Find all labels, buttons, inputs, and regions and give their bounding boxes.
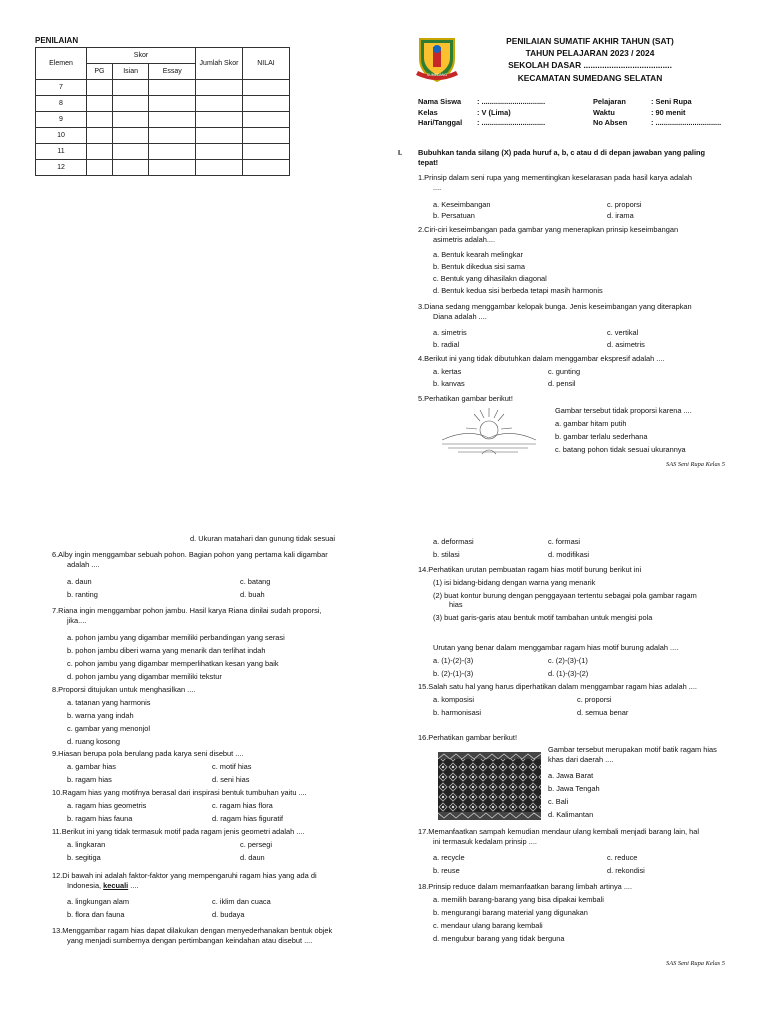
table-row: 7 (36, 80, 290, 96)
option-a[interactable]: a. daun (67, 577, 92, 586)
header-line3: SEKOLAH DASAR ...................................... (508, 60, 672, 71)
question-11: 11.Berikut ini yang tidak termasuk motif pada ragam jenis geometri adalah .... (52, 827, 305, 836)
option-c[interactable]: c. Bentuk yang dihasilakn diagonal (433, 274, 547, 283)
option-c[interactable]: c. reduce (607, 853, 638, 862)
school-logo (412, 35, 462, 85)
option-d[interactable]: d. ruang kosong (67, 737, 121, 746)
score-table (35, 47, 290, 176)
option-d[interactable]: d. (1)-(3)-(2) (548, 669, 589, 678)
option-b[interactable]: b. ragam hias (67, 775, 112, 784)
option-c[interactable]: c. batang pohon tidak sesuai ukurannya (555, 445, 686, 454)
waktu-label: Waktu (593, 107, 615, 117)
question-16-stem: Gambar tersebut merupakan motif batik ragam hias khas dari daerah .... (548, 745, 717, 764)
pelajaran-label: Pelajaran (593, 97, 626, 106)
option-a[interactable]: a. lingkungan alam (67, 897, 130, 906)
col-elemen: Elemen (36, 48, 87, 80)
score-table-title: PENILAIAN (35, 36, 79, 45)
option-c[interactable]: c. iklim dan cuaca (212, 897, 271, 906)
option-c[interactable]: c. Bali (548, 797, 569, 806)
option-b[interactable]: b. segitiga (67, 853, 101, 862)
page-footer: SAS Seni Rupa Kelas 5 (666, 960, 725, 967)
option-b[interactable]: b. stilasi (433, 550, 460, 559)
question-5: 5.Perhatikan gambar berikut! (418, 394, 513, 403)
table-row: 12 (36, 160, 290, 176)
option-a[interactable]: a. pohon jambu yang digambar memiliki perbandingan yang serasi (67, 633, 285, 642)
option-a[interactable]: a. tatanan yang harmonis (67, 698, 151, 707)
question-15: 15.Salah satu hal yang harus diperhatikan dalam menggambar ragam hias adalah .... (418, 682, 697, 691)
option-a[interactable]: a. komposisi (433, 695, 475, 704)
question-5-stem: Gambar tersebut tidak proporsi karena .... (555, 406, 692, 415)
option-d[interactable]: d. ragam hias figuratif (212, 814, 284, 823)
option-d[interactable]: d. semua benar (577, 708, 629, 717)
table-row: 8 (36, 96, 290, 112)
header-line4: KECAMATAN SUMEDANG SELATAN (517, 72, 663, 83)
question-12: 12.Di bawah ini adalah faktor-faktor yang mempengaruhi ragam hias yang ada di Indonesia, kecuali .... (52, 871, 317, 890)
option-b[interactable]: b. Jawa Tengah (548, 784, 600, 793)
option-b[interactable]: b. ranting (67, 590, 98, 599)
option-a[interactable]: a. Jawa Barat (548, 771, 594, 780)
option-b[interactable]: b. flora dan fauna (67, 910, 125, 919)
option-c[interactable]: c. ragam hias flora (212, 801, 273, 810)
option-d[interactable]: d. asimetris (607, 340, 645, 349)
absen-field[interactable]: : ................................ (651, 118, 722, 128)
question-14: 14.Perhatikan urutan pembuatan ragam hias motif burung berikut ini (418, 565, 642, 574)
hari-label: Hari/Tanggal (418, 118, 463, 128)
sub-pg: PG (87, 64, 113, 80)
waktu-value: : 90 menit (651, 107, 686, 117)
option-b[interactable]: b. (2)-(1)-(3) (433, 669, 474, 678)
option-c[interactable]: c. proporsi (577, 695, 612, 704)
page-footer: SAS Seni Rupa Kelas 5 (666, 461, 725, 468)
option-a[interactable]: a. kertas (433, 367, 462, 376)
option-b[interactable]: b. mengurangi barang material yang digunakan (433, 908, 588, 917)
option-a[interactable]: a. Bentuk kearah melingkar (433, 250, 523, 259)
option-d[interactable]: d. Kalimantan (548, 810, 594, 819)
option-b[interactable]: b. pohon jambu diberi warna yang menarik dan terlihat indah (67, 646, 266, 655)
option-b[interactable]: b. harmonisasi (433, 708, 482, 717)
option-c[interactable]: c. proporsi (607, 200, 642, 209)
option-d[interactable]: d. seni hias (212, 775, 250, 784)
option-c[interactable]: c. gambar yang menonjol (67, 724, 150, 733)
option-a[interactable]: a. ragam hias geometris (67, 801, 147, 810)
option-d[interactable]: d. pensil (548, 379, 576, 388)
option-c[interactable]: c. formasi (548, 537, 581, 546)
question-17: 17.Memanfaatkan sampah kemudian mendaur ulang kembali menjadi barang lain, hal ini termasuk kedalam prinsip .... (418, 827, 700, 846)
option-d[interactable]: d. pohon jambu yang digambar memiliki tekstur (67, 672, 222, 681)
question-7: 7.Riana ingin menggambar pohon jambu. Hasil karya Riana dinilai sudah proporsi, jika.... (52, 606, 322, 625)
question-6: 6.Alby ingin menggambar sebuah pohon. Bagian pohon yang pertama kali digambar adalah .... (52, 550, 328, 569)
option-a[interactable]: a. lingkaran (67, 840, 106, 849)
question-2: 2.Ciri-ciri keseimbangan pada gambar yang menerapkan prinsip keseimbangan asimetris adalah.... (418, 225, 679, 244)
col-skor: Skor (87, 48, 196, 64)
section-instruction: Bubuhkan tanda silang (X) pada huruf a, b, c atau d di depan jawaban yang paling tepat! (418, 148, 706, 167)
nama-field[interactable]: : ............................... (477, 97, 546, 106)
col-jumlah: Jumlah Skor (196, 48, 243, 80)
question-14-prompt: Urutan yang benar dalam menggambar ragam hias motif burung adalah .... (433, 643, 679, 652)
option-c[interactable]: c. motif hias (212, 762, 252, 771)
option-a[interactable]: a. memilih barang-barang yang bisa dipakai kembali (433, 895, 604, 904)
col-nilai: NILAI (243, 48, 290, 80)
option-d[interactable]: d. daun (240, 853, 265, 862)
option-b[interactable]: b. radial (433, 340, 460, 349)
option-b[interactable]: b. Persatuan (433, 211, 475, 220)
question-10: 10.Ragam hias yang motifnya berasal dari inspirasi bentuk tumbuhan yaitu .... (52, 788, 307, 797)
nama-label: Nama Siswa (418, 97, 462, 106)
option-d[interactable]: d. Ukuran matahari dan gunung tidak sesuai (190, 534, 336, 543)
option-a[interactable]: a. recycle (433, 853, 465, 862)
option-d[interactable]: d. rekondisi (607, 866, 645, 875)
option-a[interactable]: a. deformasi (433, 537, 474, 546)
header-line1: PENILAIAN SUMATIF AKHIR TAHUN (SAT) (506, 36, 674, 46)
hari-field[interactable]: : ............................... (477, 118, 546, 128)
option-a[interactable]: a. gambar hitam putih (555, 419, 627, 428)
question-8: 8.Proporsi ditujukan untuk menghasilkan .... (52, 685, 196, 694)
option-a[interactable]: a. (1)-(2)-(3) (433, 656, 474, 665)
pelajaran-value: : Seni Rupa (651, 97, 692, 106)
option-b[interactable]: b. kanvas (433, 379, 465, 388)
option-d[interactable]: d. budaya (212, 910, 245, 919)
option-b[interactable]: b. ragam hias fauna (67, 814, 133, 823)
question-18: 18.Prinsip reduce dalam memanfaatkan barang limbah artinya .... (418, 882, 633, 891)
option-a[interactable]: a. gambar hias (67, 762, 116, 771)
option-c[interactable]: c. batang (240, 577, 271, 586)
option-d[interactable]: d. irama (607, 211, 634, 220)
question-1: 1.Prinsip dalam seni rupa yang mementingkan keselarasan pada hasil karya adalah .... (418, 173, 693, 192)
sub-isian: Isian (112, 64, 149, 80)
student-info (416, 97, 723, 129)
option-d[interactable]: d. Bentuk kedua sisi berbeda tetapi masih harmonis (433, 286, 603, 295)
absen-label: No Absen (593, 118, 628, 128)
question-13: 13.Menggambar ragam hias dapat dilakukan dengan menyederhanakan bentuk objek yang menjadi sumbernya dengan pertimbangan keindahan atau disebut .... (52, 926, 333, 945)
table-row: 10 (36, 128, 290, 144)
kelas-value: : V (Lima) (477, 107, 511, 117)
header-line2: TAHUN PELAJARAN 2023 / 2024 (525, 48, 655, 59)
option-c[interactable]: c. vertikal (607, 328, 639, 337)
question-4: 4.Berikut ini yang tidak dibutuhkan dalam menggambar ekspresif adalah .... (418, 354, 665, 363)
option-a[interactable]: a. Keseimbangan (433, 200, 491, 209)
section-roman: I. (398, 148, 403, 157)
option-b[interactable]: b. reuse (433, 866, 460, 875)
option-c[interactable]: c. persegi (240, 840, 273, 849)
option-c[interactable]: c. pohon jambu yang digambar memperlihatkan kesan yang baik (67, 659, 279, 668)
kelas-label: Kelas (418, 107, 438, 117)
option-b[interactable]: b. Bentuk dikedua sisi sama (433, 262, 526, 271)
option-b[interactable]: b. warna yang indah (67, 711, 134, 720)
option-d[interactable]: d. buah (240, 590, 265, 599)
question-16: 16.Perhatikan gambar berikut! (418, 733, 518, 742)
option-b[interactable]: b. gambar terlalu sederhana (555, 432, 648, 441)
option-c[interactable]: c. (2)-(3)-(1) (548, 656, 588, 665)
question-14-steps: (1) isi bidang-bidang dengan warna yang menarik (2) buat kontur burung dengan penggayaan tertentu sebagai pola gambar ragam hias (3) buat garis-garis atau bentuk motif tambahan untuk mengisi pola (433, 578, 697, 622)
logo-text: SUMEDANG (426, 73, 448, 77)
batik-motif-image (438, 752, 541, 820)
sun-mountain-drawing (438, 404, 540, 458)
option-c[interactable]: c. mendaur ulang barang kembali (433, 921, 543, 930)
option-d[interactable]: d. modifikasi (548, 550, 590, 559)
table-row: 11 (36, 144, 290, 160)
option-c[interactable]: c. gunting (548, 367, 581, 376)
table-row: 9 (36, 112, 290, 128)
question-3: 3.Diana sedang menggambar kelopak bunga. Jenis keseimbangan yang diterapkan Diana adalah .... (418, 302, 692, 321)
sub-essay: Essay (149, 64, 196, 80)
option-d[interactable]: d. mengubur barang yang tidak berguna (433, 934, 565, 943)
question-9: 9.Hiasan berupa pola berulang pada karya seni disebut .... (52, 749, 244, 758)
option-a[interactable]: a. simetris (433, 328, 467, 337)
